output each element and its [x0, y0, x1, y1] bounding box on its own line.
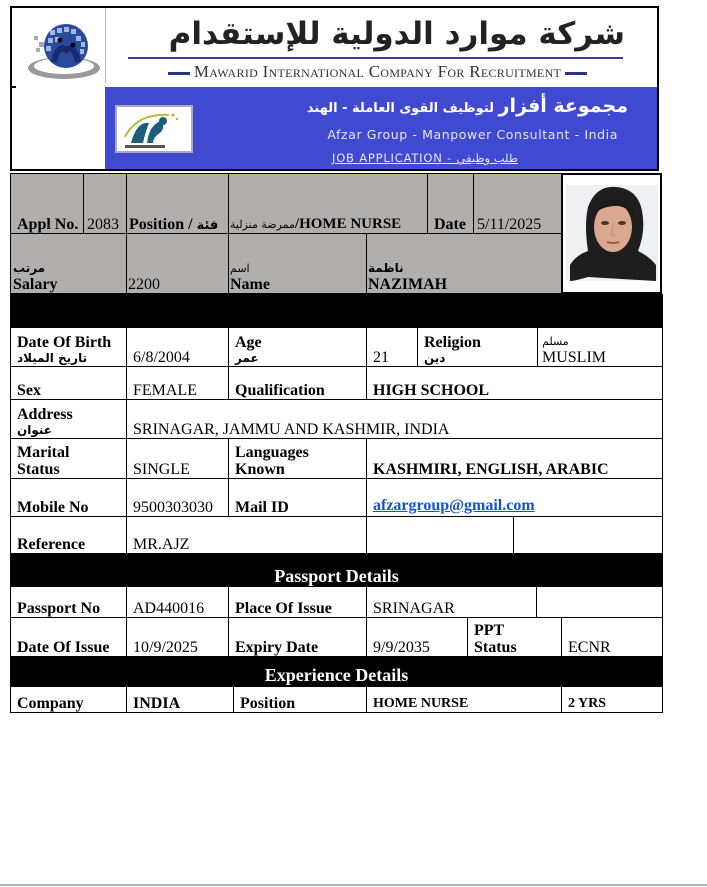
- passport-no-label: Passport No: [10, 587, 127, 618]
- dob-value: 6/8/2004: [127, 328, 229, 367]
- place-of-issue-label: Place Of Issue: [229, 587, 367, 618]
- passport-empty: [537, 587, 663, 618]
- experience-section-title: Experience Details: [10, 657, 663, 687]
- date-value: 5/11/2025: [474, 173, 562, 234]
- sex-value: FEMALE: [127, 367, 229, 400]
- reference-empty-2: [514, 517, 663, 554]
- ppt-status-label: PPT Status: [468, 618, 562, 657]
- page-bottom-edge: [0, 884, 707, 886]
- place-of-issue-value: SRINAGAR: [367, 587, 537, 618]
- experience-position-label: Position: [234, 687, 367, 713]
- appl-no-label: Appl No.: [10, 173, 84, 234]
- age-label: Age عمر: [229, 328, 367, 367]
- appl-no-value: 2083: [84, 173, 127, 234]
- salary-label: مرتب Salary: [10, 234, 127, 294]
- marital-value: SINGLE: [127, 439, 229, 479]
- qualification-value: HIGH SCHOOL: [367, 367, 663, 400]
- group-name-arabic-sub: لتوظيف القوى العاملة - الهند: [306, 101, 495, 116]
- position-label: Position / فئة: [127, 173, 229, 234]
- company-label: Company: [10, 687, 127, 713]
- company-name-english-text: Mawarid International Company For Recruitment: [193, 62, 562, 81]
- group-name-arabic: [210, 92, 628, 120]
- expiry-date-label: Expiry Date: [229, 618, 367, 657]
- date-label: Date: [428, 173, 474, 234]
- experience-duration: 2 YRS: [562, 687, 663, 713]
- date-of-issue-label: Date Of Issue: [10, 618, 127, 657]
- company-name-english: [130, 62, 625, 82]
- passport-no-value: AD440016: [127, 587, 229, 618]
- expiry-date-value: 9/9/2035: [367, 618, 468, 657]
- applicant-photo: [566, 185, 658, 281]
- religion-label: Religion دين: [418, 328, 538, 367]
- name-value: ناظمة NAZIMAH: [367, 234, 562, 294]
- group-name-arabic-main: مجموعة أفزار: [498, 95, 628, 117]
- dob-label: Date Of Birth تاريخ الميلاد: [10, 328, 127, 367]
- header-divider: [105, 8, 106, 83]
- passport-section-title: Passport Details: [10, 554, 663, 587]
- header-tick: [10, 86, 16, 88]
- ppt-status-value: ECNR: [562, 618, 663, 657]
- address-label: Address عنوان: [10, 400, 127, 439]
- mobile-label: Mobile No: [10, 479, 127, 517]
- mail-cell: [367, 479, 663, 517]
- mail-label: Mail ID: [229, 479, 367, 517]
- sex-label: Sex: [10, 367, 127, 400]
- date-of-issue-value: 10/9/2025: [127, 618, 229, 657]
- reference-label: Reference: [10, 517, 127, 554]
- marital-label: Marital Status: [10, 439, 127, 479]
- languages-label: Languages Known: [229, 439, 367, 479]
- reference-empty-1: [367, 517, 514, 554]
- religion-value: مسلم MUSLIM: [538, 328, 663, 367]
- languages-value: KASHMIRI, ENGLISH, ARABIC: [367, 439, 663, 479]
- section-divider: [10, 294, 663, 328]
- age-value: 21: [367, 328, 418, 367]
- position-value: ممرضة منزلية/HOME NURSE: [229, 173, 428, 234]
- header-rule: [128, 57, 623, 59]
- mobile-value: 9500303030: [127, 479, 229, 517]
- salary-value: 2200: [127, 234, 229, 294]
- globe-logo-icon: [24, 18, 102, 82]
- name-label: اسم Name: [229, 234, 367, 294]
- reference-value: MR.AJZ: [127, 517, 367, 554]
- company-name-arabic: شركة موارد الدولية للإستقدام: [168, 16, 625, 52]
- job-application-title: JOB APPLICATION - طلب وظيفي: [332, 151, 518, 165]
- company-value: INDIA: [127, 687, 234, 713]
- address-value: SRINAGAR, JAMMU AND KASHMIR, INDIA: [127, 400, 663, 439]
- afzar-logo-icon: [115, 105, 193, 153]
- mail-link[interactable]: afzargroup@gmail.com: [373, 497, 535, 514]
- qualification-label: Qualification: [229, 367, 367, 400]
- experience-position-value: HOME NURSE: [367, 687, 562, 713]
- group-name-english: Afzar Group - Manpower Consultant - India: [327, 127, 618, 142]
